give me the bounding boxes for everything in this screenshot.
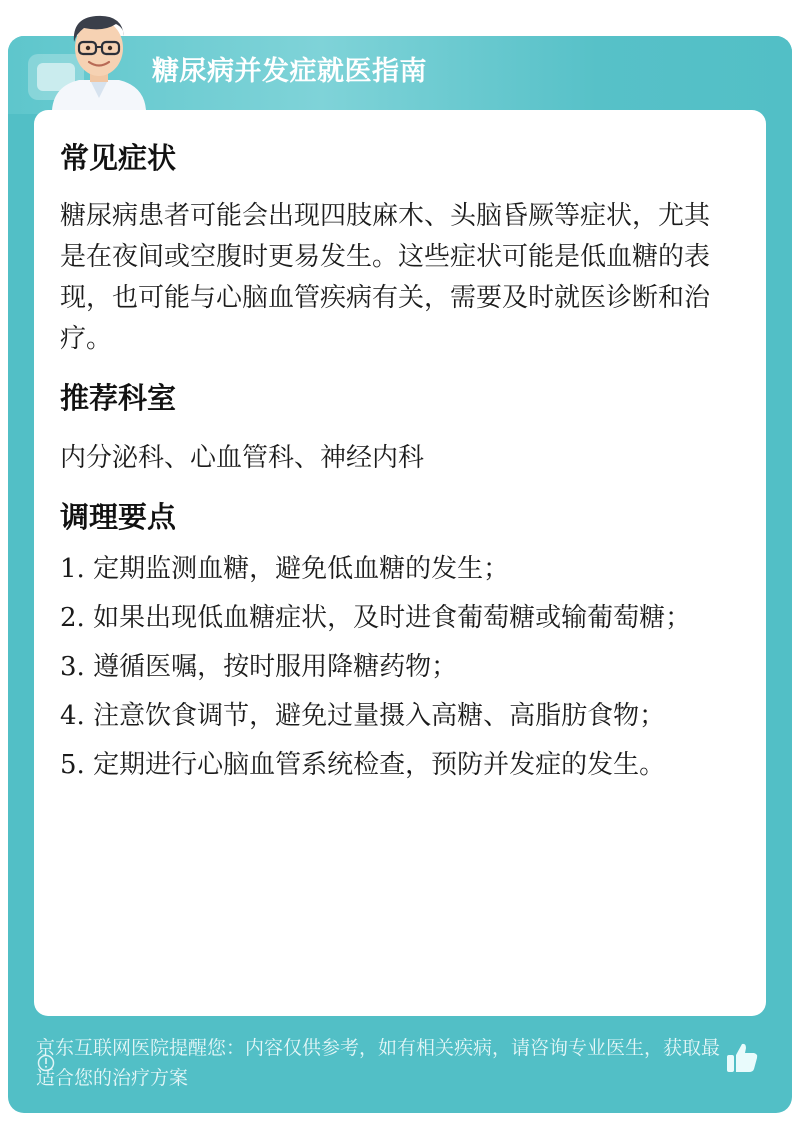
symptoms-text: 糖尿病患者可能会出现四肢麻木、头脑昏厥等症状，尤其是在夜间或空腹时更易发生。这些症状可能是低血糖的表现，也可能与心脑血管疾病有关，需要及时就医诊断和治疗。	[60, 201, 711, 354]
care-item	[60, 745, 730, 786]
page-title: 糖尿病并发症就医指南	[152, 56, 427, 87]
care-item	[60, 647, 730, 688]
doctor-avatar-icon	[44, 6, 154, 110]
departments-heading: 推荐科室	[60, 381, 177, 415]
care-item	[60, 696, 730, 737]
thumbs-up-icon[interactable]	[724, 1040, 760, 1076]
symptoms-heading: 常见症状	[60, 141, 177, 175]
care-heading: 调理要点	[60, 500, 177, 534]
care-list	[60, 549, 730, 786]
care-item-text: 如果出现低血糖症状，及时进食葡萄糖或输葡萄糖；	[93, 603, 692, 633]
care-item	[60, 598, 730, 639]
care-item-number: 5.	[60, 750, 85, 780]
card-content	[60, 134, 730, 794]
care-item-number: 4.	[60, 701, 85, 731]
care-item-number: 1.	[60, 554, 85, 584]
care-item-text: 遵循医嘱，按时服用降糖药物；	[93, 652, 458, 682]
care-item-number: 2.	[60, 603, 85, 633]
care-item-text: 定期监测血糖，避免低血糖的发生；	[93, 554, 510, 584]
disclaimer-text: 京东互联网医院提醒您：内容仅供参考，如有相关疾病，请咨询专业医生，获取最适合您的治疗方案	[36, 1037, 721, 1089]
care-item-number: 3.	[60, 652, 85, 682]
departments-text: 内分泌科、心血管科、神经内科	[60, 443, 425, 473]
care-item-text: 注意饮食调节，避免过量摄入高糖、高脂肪食物；	[93, 701, 666, 731]
care-item-text: 定期进行心脑血管系统检查，预防并发症的发生。	[93, 750, 666, 780]
care-item	[60, 549, 730, 590]
content-card	[34, 110, 766, 1016]
